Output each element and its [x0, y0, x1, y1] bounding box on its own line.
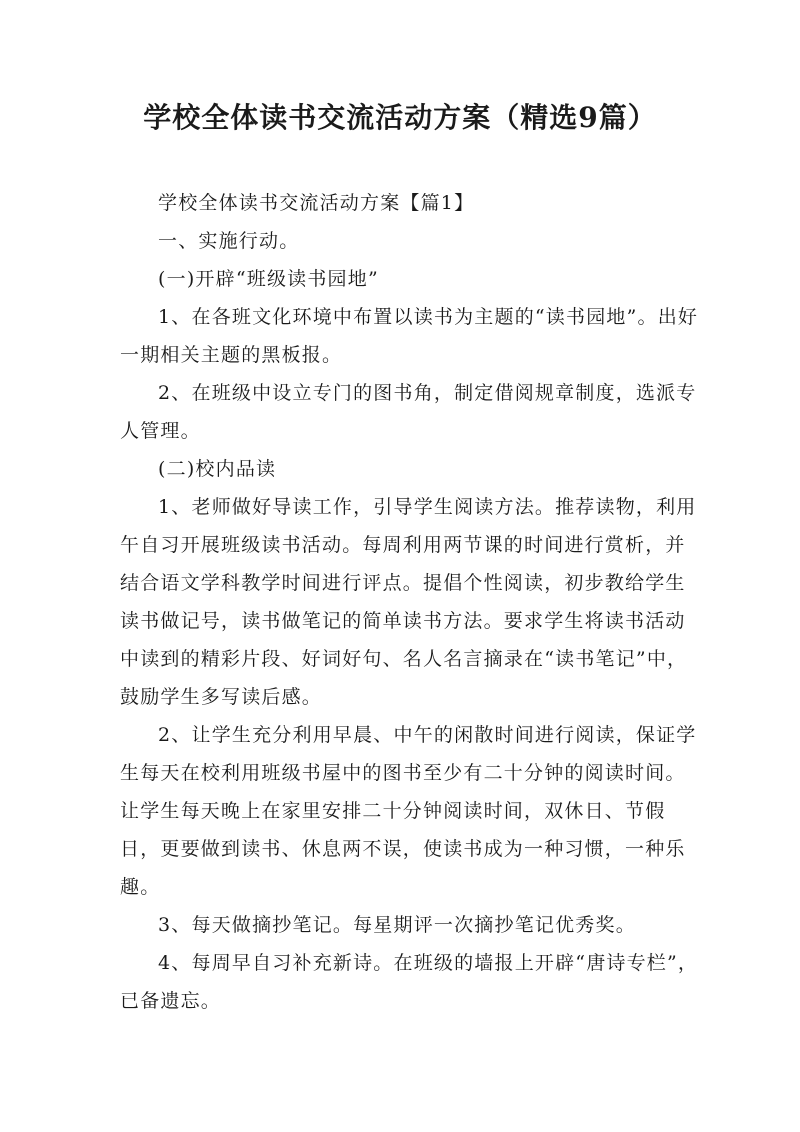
paragraph: 2、让学生充分利用早晨、中午的闲散时间进行阅读，保证学生每天在校利用班级书屋中的图书至少有二十分钟的阅读时间。让学生每天晚上在家里安排二十分钟阅读时间，双休日、节假日，更要做到读书、休息两不误，使读书成为一种习惯，一种乐趣。 — [120, 724, 697, 898]
paragraph: 1、在各班文化环境中布置以读书为主题的“读书园地”。出好一期相关主题的黑板报。 — [120, 306, 699, 366]
paragraph: 1、老师做好导读工作，引导学生阅读方法。推荐读物，利用午自习开展班级读书活动。每周利用两节课的时间进行赏析，并结合语文学科教学时间进行评点。提倡个性阅读，初步教给学生读书做记号，读书做笔记的简单读书方法。要求学生将读书活动中读到的精彩片段、好词好句、名人名言摘录在“读书笔记”中，鼓励学生多写读后感。 — [120, 496, 697, 708]
subheading-in-school-reading: (二)校内品读 — [158, 458, 277, 480]
subheading-reading-corner: (一)开辟“班级读书园地” — [158, 268, 379, 290]
document-title: 学校全体读书交流活动方案（精选9篇） — [143, 101, 657, 134]
paragraph: 4、每周早自习补充新诗。在班级的墙报上开辟“唐诗专栏”，已备遗忘。 — [120, 952, 699, 1012]
paragraph: 2、在班级中设立专门的图书角，制定借阅规章制度，选派专人管理。 — [120, 382, 697, 442]
section-heading: 学校全体读书交流活动方案【篇1】 — [158, 192, 475, 214]
paragraph: 3、每天做摘抄笔记。每星期评一次摘抄笔记优秀奖。 — [158, 914, 636, 936]
heading-implementation: 一、实施行动。 — [158, 230, 300, 252]
document-body — [120, 184, 700, 1020]
